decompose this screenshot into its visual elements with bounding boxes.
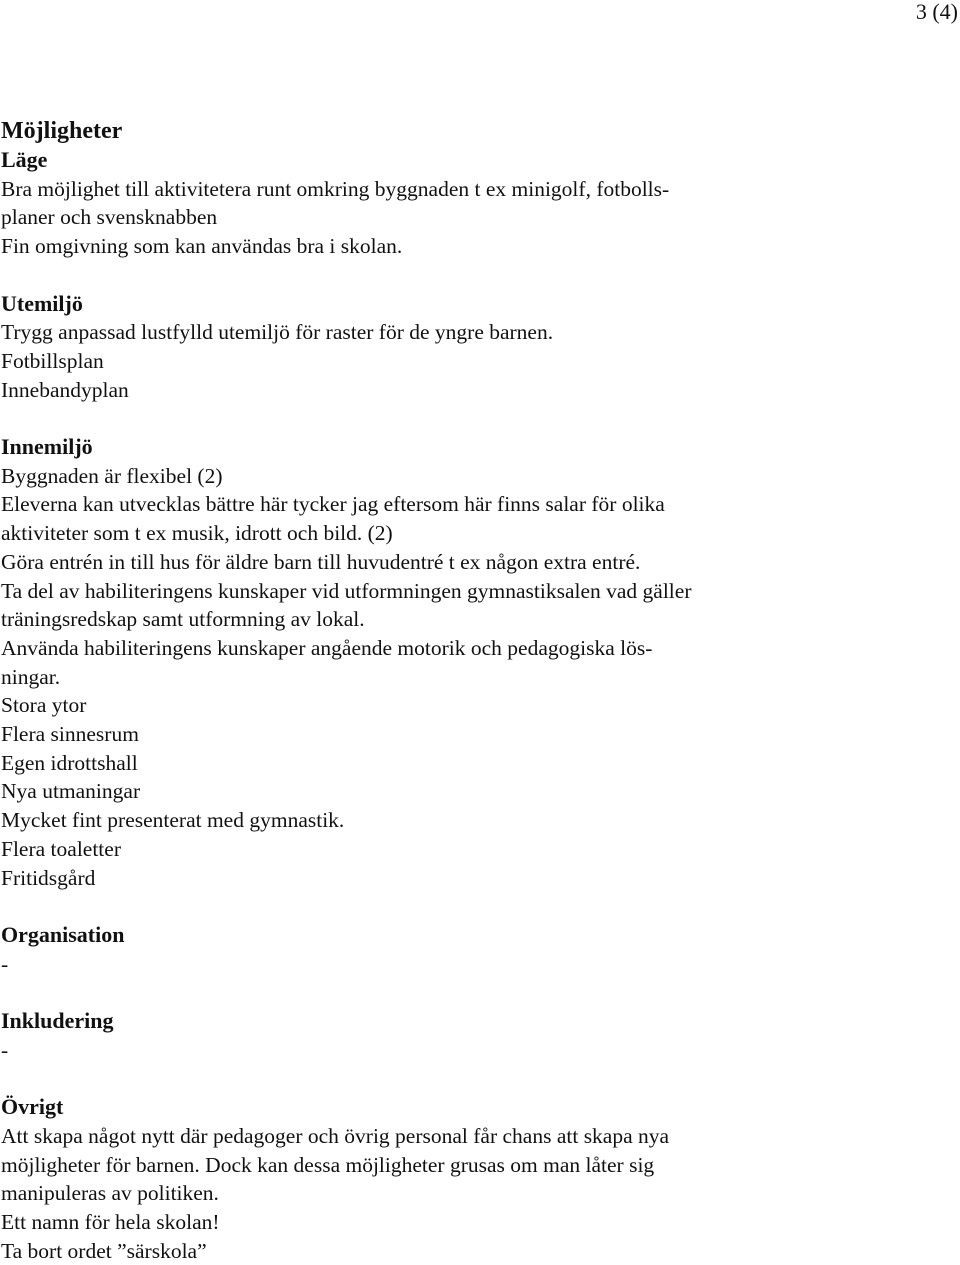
text-line: Göra entrén in till hus för äldre barn till huvudentré t ex någon extra entré. bbox=[1, 549, 641, 574]
text-line: - bbox=[1, 951, 9, 976]
text-line: ningar. bbox=[1, 664, 61, 689]
text-line: Ta bort ordet ”särskola” bbox=[1, 1238, 207, 1263]
section-inkludering bbox=[1, 1007, 951, 1064]
section-heading: Utemiljö bbox=[1, 290, 83, 316]
text-line: Att skapa något nytt där pedagoger och övrig personal får chans att skapa nya bbox=[1, 1123, 670, 1148]
section-heading: Innemiljö bbox=[1, 434, 93, 459]
text-line: Fotbillsplan bbox=[1, 348, 104, 373]
text-line: Använda habiliteringens kunskaper angående motorik och pedagogiska lös- bbox=[1, 635, 653, 660]
text-line: Bra möjlighet till aktivitetera runt omkring byggnaden t ex minigolf, fotbolls- bbox=[1, 176, 670, 201]
text-line: - bbox=[1, 1037, 9, 1062]
text-line: Egen idrottshall bbox=[1, 750, 138, 775]
text-line: Mycket fint presenterat med gymnastik. bbox=[1, 808, 345, 833]
text-line: träningsredskap samt utformning av lokal. bbox=[1, 607, 365, 632]
section-heading: Övrigt bbox=[1, 1094, 64, 1120]
section-heading: Inkludering bbox=[1, 1008, 114, 1034]
text-line: Ta del av habiliteringens kunskaper vid utformningen gymnastiksalen vad gäller bbox=[1, 578, 692, 603]
document-body bbox=[1, 116, 951, 1265]
text-line: Innebandyplan bbox=[1, 377, 129, 402]
text-line: Ett namn för hela skolan! bbox=[1, 1209, 220, 1234]
text-line: möjligheter för barnen. Dock kan dessa möjligheter grusas om man låter sig bbox=[1, 1152, 655, 1177]
section-heading: Organisation bbox=[1, 921, 125, 947]
text-line: planer och svensknabben bbox=[1, 205, 218, 230]
page-title: Möjligheter bbox=[1, 118, 123, 144]
text-line: Trygg anpassad lustfylld utemiljö för raster för de yngre barnen. bbox=[1, 320, 554, 345]
page-number: 3 (4) bbox=[915, 0, 958, 24]
text-line: Fin omgivning som kan användas bra i skolan. bbox=[1, 234, 403, 259]
section-heading: Läge bbox=[1, 147, 48, 172]
section-lage bbox=[1, 146, 951, 261]
section-utemiljo bbox=[1, 290, 951, 405]
section-ovrigt bbox=[1, 1093, 951, 1265]
text-line: Flera toaletter bbox=[1, 836, 121, 861]
text-line: manipuleras av politiken. bbox=[1, 1181, 219, 1206]
text-line: Fritidsgård bbox=[1, 865, 96, 890]
text-line: aktiviteter som t ex musik, idrott och bild. (2) bbox=[1, 521, 393, 546]
section-organisation bbox=[1, 921, 951, 978]
text-line: Stora ytor bbox=[1, 693, 87, 718]
text-line: Flera sinnesrum bbox=[1, 722, 139, 747]
section-innemiljo bbox=[1, 433, 951, 892]
text-line: Eleverna kan utvecklas bättre här tycker jag eftersom här finns salar för olika bbox=[1, 492, 665, 517]
text-line: Nya utmaningar bbox=[1, 779, 141, 804]
text-line: Byggnaden är flexibel (2) bbox=[1, 463, 223, 488]
